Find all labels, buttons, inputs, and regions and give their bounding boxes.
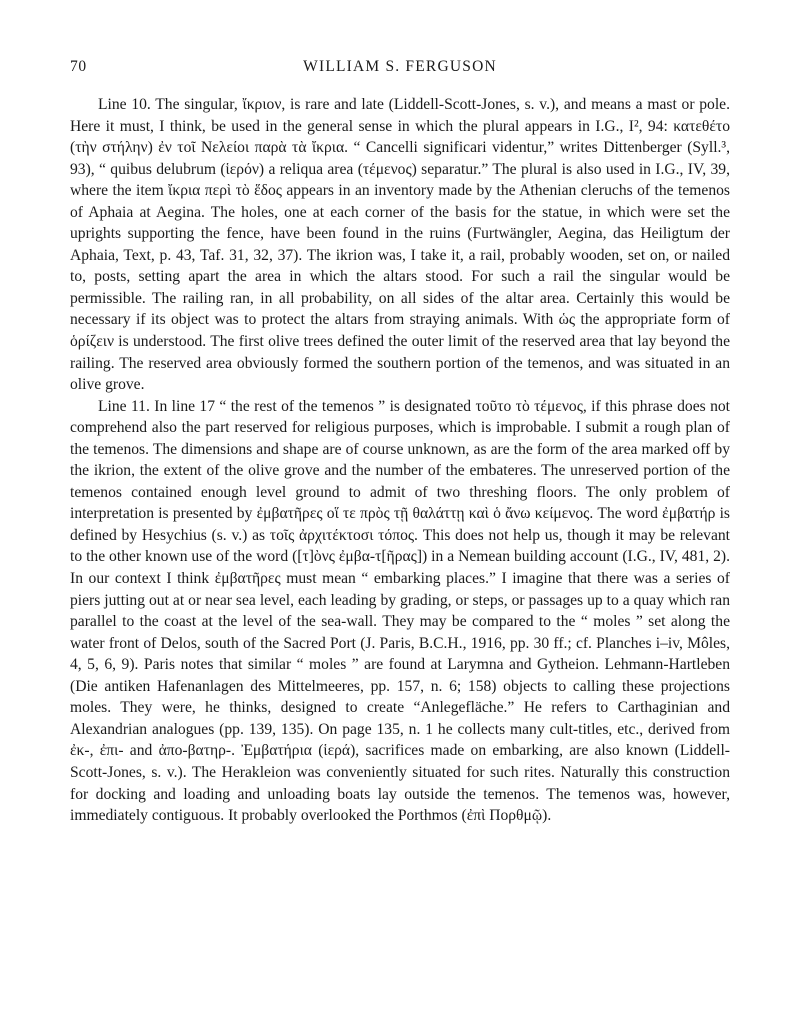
running-head: WILLIAM S. FERGUSON [303, 58, 497, 75]
page-number: 70 [70, 58, 87, 75]
page-header [70, 58, 730, 84]
paragraph-line-11: Line 11. In line 17 “ the rest of the temenos ” is designated τοῦτο τὸ τέμενος, if this phrase does not comprehend also the part reserved for religious purposes, which is improbable. I submit a rough plan of the temenos. The dimensions and shape are of course unknown, as are the form of the area marked off by the ikrion, the extent of the olive grove and the number of the embateres. The unreserved portion of the temenos contained enough level ground to admit of two threshing floors. The only problem of interpretation is presented by ἐμβατῆρες οἵ τε πρὸς τῇ θαλάττῃ καὶ ὁ ἄνω κείμενος. The word ἐμβατήρ is defined by Hesychius (s. v.) as τοῖς ἀρχιτέκτοσι τόπος. This does not help us, though it may be relevant to the other known use of the word ([τ]ὸνς ἐμβα-τ[ῆρας]) in a Nemean building account (I.G., IV, 481, 2). In our context I think ἐμβατῆρες must mean “ embarking places.” I imagine that there was a series of piers jutting out at or near sea level, each leading by grading, or steps, or passages up to a quay which ran parallel to the coast at the level of the sea-wall. They may be compared to the “ moles ” set along the water front of Delos, south of the Sacred Port (J. Paris, B.C.H., 1916, pp. 30 ff.; cf. Planches i–iv, Môles, 4, 5, 6, 9). Paris notes that similar “ moles ” are found at Larymna and Gytheion. Lehmann-Hartleben (Die antiken Hafenanlagen des Mittelmeeres, pp. 157, n. 6; 158) objects to calling these projections moles. They were, he thinks, designed to create “Anlegefläche.” He refers to Carthaginian and Alexandrian analogues (pp. 139, 135). On page 135, n. 1 he collects many cult-titles, etc., derived from ἐκ-, ἐπι- and ἀπο-βατηρ-. Ἐμβατήρια (ἱερά), sacrifices made on embarking, are also known (Liddell-Scott-Jones, s. v.). The Herakleion was conveniently situated for such rites. Naturally this construction for docking and loading and unloading boats lay outside the temenos. The temenos was, however, immediately contiguous. It probably overlooked the Porthmos (ἐπὶ Πορθμῷ). [70, 397, 731, 825]
document-page [70, 58, 730, 827]
paragraph-line-10: Line 10. The singular, ἴκριον, is rare and late (Liddell-Scott-Jones, s. v.), and means a mast or pole. Here it must, I think, be used in the general sense in which the plural appears in I.G., I², 94: κατεθέτο (τὴν στήλην) ἐν τοῖ Νελείοι παρὰ τὰ ἴκρια. “ Cancelli significari videntur,” writes Dittenberger (Syll.³, 93), “ quibus delubrum (ἱερόν) a reliqua area (τέμενος) separatur.” The plural is also used in I.G., IV, 39, where the item ἴκρια περὶ τὸ ἕδος appears in an inventory made by the Athenian cleruchs of the temenos of Aphaia at Aegina. The holes, one at each corner of the basis for the statue, in which were set the uprights supporting the fence, have been found in the ruins (Furtwängler, Aegina, das Heiligtum der Aphaia, Text, p. 43, Taf. 31, 32, 37). The ikrion was, I take it, a rail, probably wooden, set on, or nailed to, posts, setting apart the area in which the altars stood. For such a rail the singular would be permissible. The railing ran, in all probability, on all sides of the altar area. Certainly this would be necessary if its object was to protect the altars from straying animals. With ὡς the appropriate form of ὁρίζειν is understood. The first olive trees defined the outer limit of the reserved area that lay beyond the railing. The reserved area obviously formed the southern portion of the temenos, and was situated in an olive grove. [70, 96, 730, 394]
body-text [70, 94, 730, 827]
